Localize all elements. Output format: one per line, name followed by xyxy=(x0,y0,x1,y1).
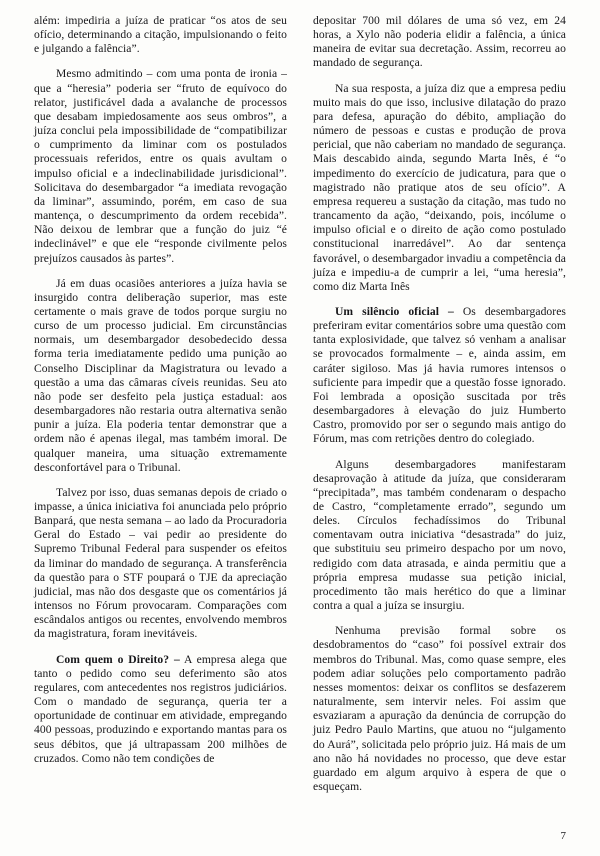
paragraph-with-subhead xyxy=(313,305,566,447)
paragraph: Mesmo admitindo – com uma ponta de ironia – que a “heresia” poderia ser “fruto de equívoco do relator, justificável dada a avalanche de processos que desabam impiedosamente aos seus ombros”, a juíza conclui pela impossibilidade de “compatibilizar o cumprimento da liminar com os postulados processuais referidos, entre os quais avultam o impulso oficial e a indeclinabilidade jurisdicional”. Solicitava do desembargador “a imediata revogação da liminar”, assumindo, porém, em caso de sua mantença, o descumprimento da ordem recebida”. Não deixou de lembrar que a função do juiz “é indeclinável” e que ele “responde civilmente pelos prejuízos causados às partes”. xyxy=(34,67,287,265)
paragraph: Já em duas ocasiões anteriores a juíza havia se insurgido contra deliberação superior, mas este certamente o mais grave de todos porque surgiu no curso de um processo judicial. Em circunstâncias normais, um desembargador desobedecido dessa forma teria imediatamente pedido uma punição ao Conselho Disciplinar da Magistratura ou levado a questão a uma das câmaras cíveis reunidas. Seu ato não pode ser desfeito pela justiça estadual: aos desembargadores não restaria outra alternativa senão punir a juíza. Ela poderia tentar demonstrar que a ordem não é apenas ilegal, mas também imoral. De qualquer maneira, uma situação extremamente desconfortável para o Tribunal. xyxy=(34,276,287,474)
section-subhead: Um silêncio oficial – xyxy=(335,304,454,318)
paragraph: Talvez por isso, duas semanas depois de criado o impasse, a única iniciativa foi anunciada pelo próprio Banpará, que nesta semana – ao lado da Procuradoria Geral do Estado – vai pedir ao presidente do Supremo Tribunal Federal para suspender os efeitos da liminar do mandado de segurança. A transferência da questão para o STF poupará o TJE da apreciação judicial, mas não dos desgaste que os comentários já intensos no Fórum provocaram. Comparações com escândalos antigos ou recentes, envolvendo membros da magistratura, foram inevitáveis. xyxy=(34,485,287,641)
column-left xyxy=(34,14,287,804)
section-subhead: Com quem o Direito? – xyxy=(56,652,180,666)
paragraph: Nenhuma previsão formal sobre os desdobramentos do “caso” foi possível extrair dos membros do Tribunal. Mas, como quase sempre, eles podem adiar soluções pelo comportamento padrão nesses momentos: deixar os conflitos se desfazerem naturalmente, sem intervir neles. Foi assim que esvaziaram a apuração da denúncia de corrupção do juiz Pedro Paulo Martins, que atuou no “julgamento do Aurá”, solicitada pelo próprio juiz. Há mais de um ano não há novidades no processo, que deve estar guardado em algum arquivo à espera de que o esqueçam. xyxy=(313,624,566,793)
paragraph: além: impediria a juíza de praticar “os atos de seu ofício, determinando a citação, impulsionando o feito e julgando a falência”. xyxy=(34,14,287,56)
paragraph: Alguns desembargadores manifestaram desaprovação à atitude da juíza, que consideraram “precipitada”, mas também condenaram o despacho de Castro, “completamente errado”, segundo um deles. Círculos fechadíssimos do Tribunal comentavam outra iniciativa “desastrada” do juiz, que substituiu seu primeiro despacho por um novo, redigido com data atrasada, e ainda permitiu que a própria empresa mudasse sua petição inicial, procedimento tão mais herético do que a liminar contra a qual a juíza se insurgiu. xyxy=(313,457,566,613)
page-number: 7 xyxy=(560,830,566,842)
paragraph: depositar 700 mil dólares de uma só vez, em 24 horas, a Xylo não poderia elidir a falência, a única maneira de evitar sua decretação. Assim, recorreu ao mandado de segurança. xyxy=(313,14,566,70)
paragraph-text: Os desembargadores preferiram evitar comentários sobre uma questão com tanta explosividade, que talvez só venham a analisar se provocados formalmente – e, ainda assim, em caráter sigiloso. Mas já havia rumores intensos o suficiente para impedir que a questão fosse ignorado. Foi lembrada a oposição suscitada por três desembargadores à elevação do juiz Humberto Castro, promovido por ser o segundo mais antigo do Fórum, mas com retrições dentro do colegiado. xyxy=(313,304,566,446)
paragraph-text: A empresa alega que tanto o pedido como seu deferimento são atos regulares, com antecedentes nos registros judiciários. Com o mandado de segurança, queria ter a oportunidade de continuar em atividade, empregando 400 pessoas, produzindo e exportando mantas para os seus débitos, que já ultrapassam 200 milhões de cruzados. Como não tem condições de xyxy=(34,652,287,765)
column-layout xyxy=(34,14,566,804)
column-right xyxy=(313,14,566,804)
paragraph: Na sua resposta, a juíza diz que a empresa pediu muito mais do que isso, inclusive dilatação do prazo para defesa, apuração do débito, ampliação do número de pessoas e custas e produção de prova pericial, que não caberiam no mandado de segurança. Mais descabido ainda, segundo Marta Inês, é “o impedimento do exercício de judicatura, para que o magistrado não pratique atos de seu ofício”. A empresa requereu a sustação da citação, mas tudo no trancamento da ação, “deixando, pois, incólume o impulso oficial e o direito de ação como postulado constitucional inarredável”. Ao dar sentença favorável, o desembargador invadiu a competência da juíza e impediu-a de cumprir a lei, “uma heresia”, como diz Marta Inês xyxy=(313,81,566,293)
paragraph-with-subhead xyxy=(34,653,287,766)
